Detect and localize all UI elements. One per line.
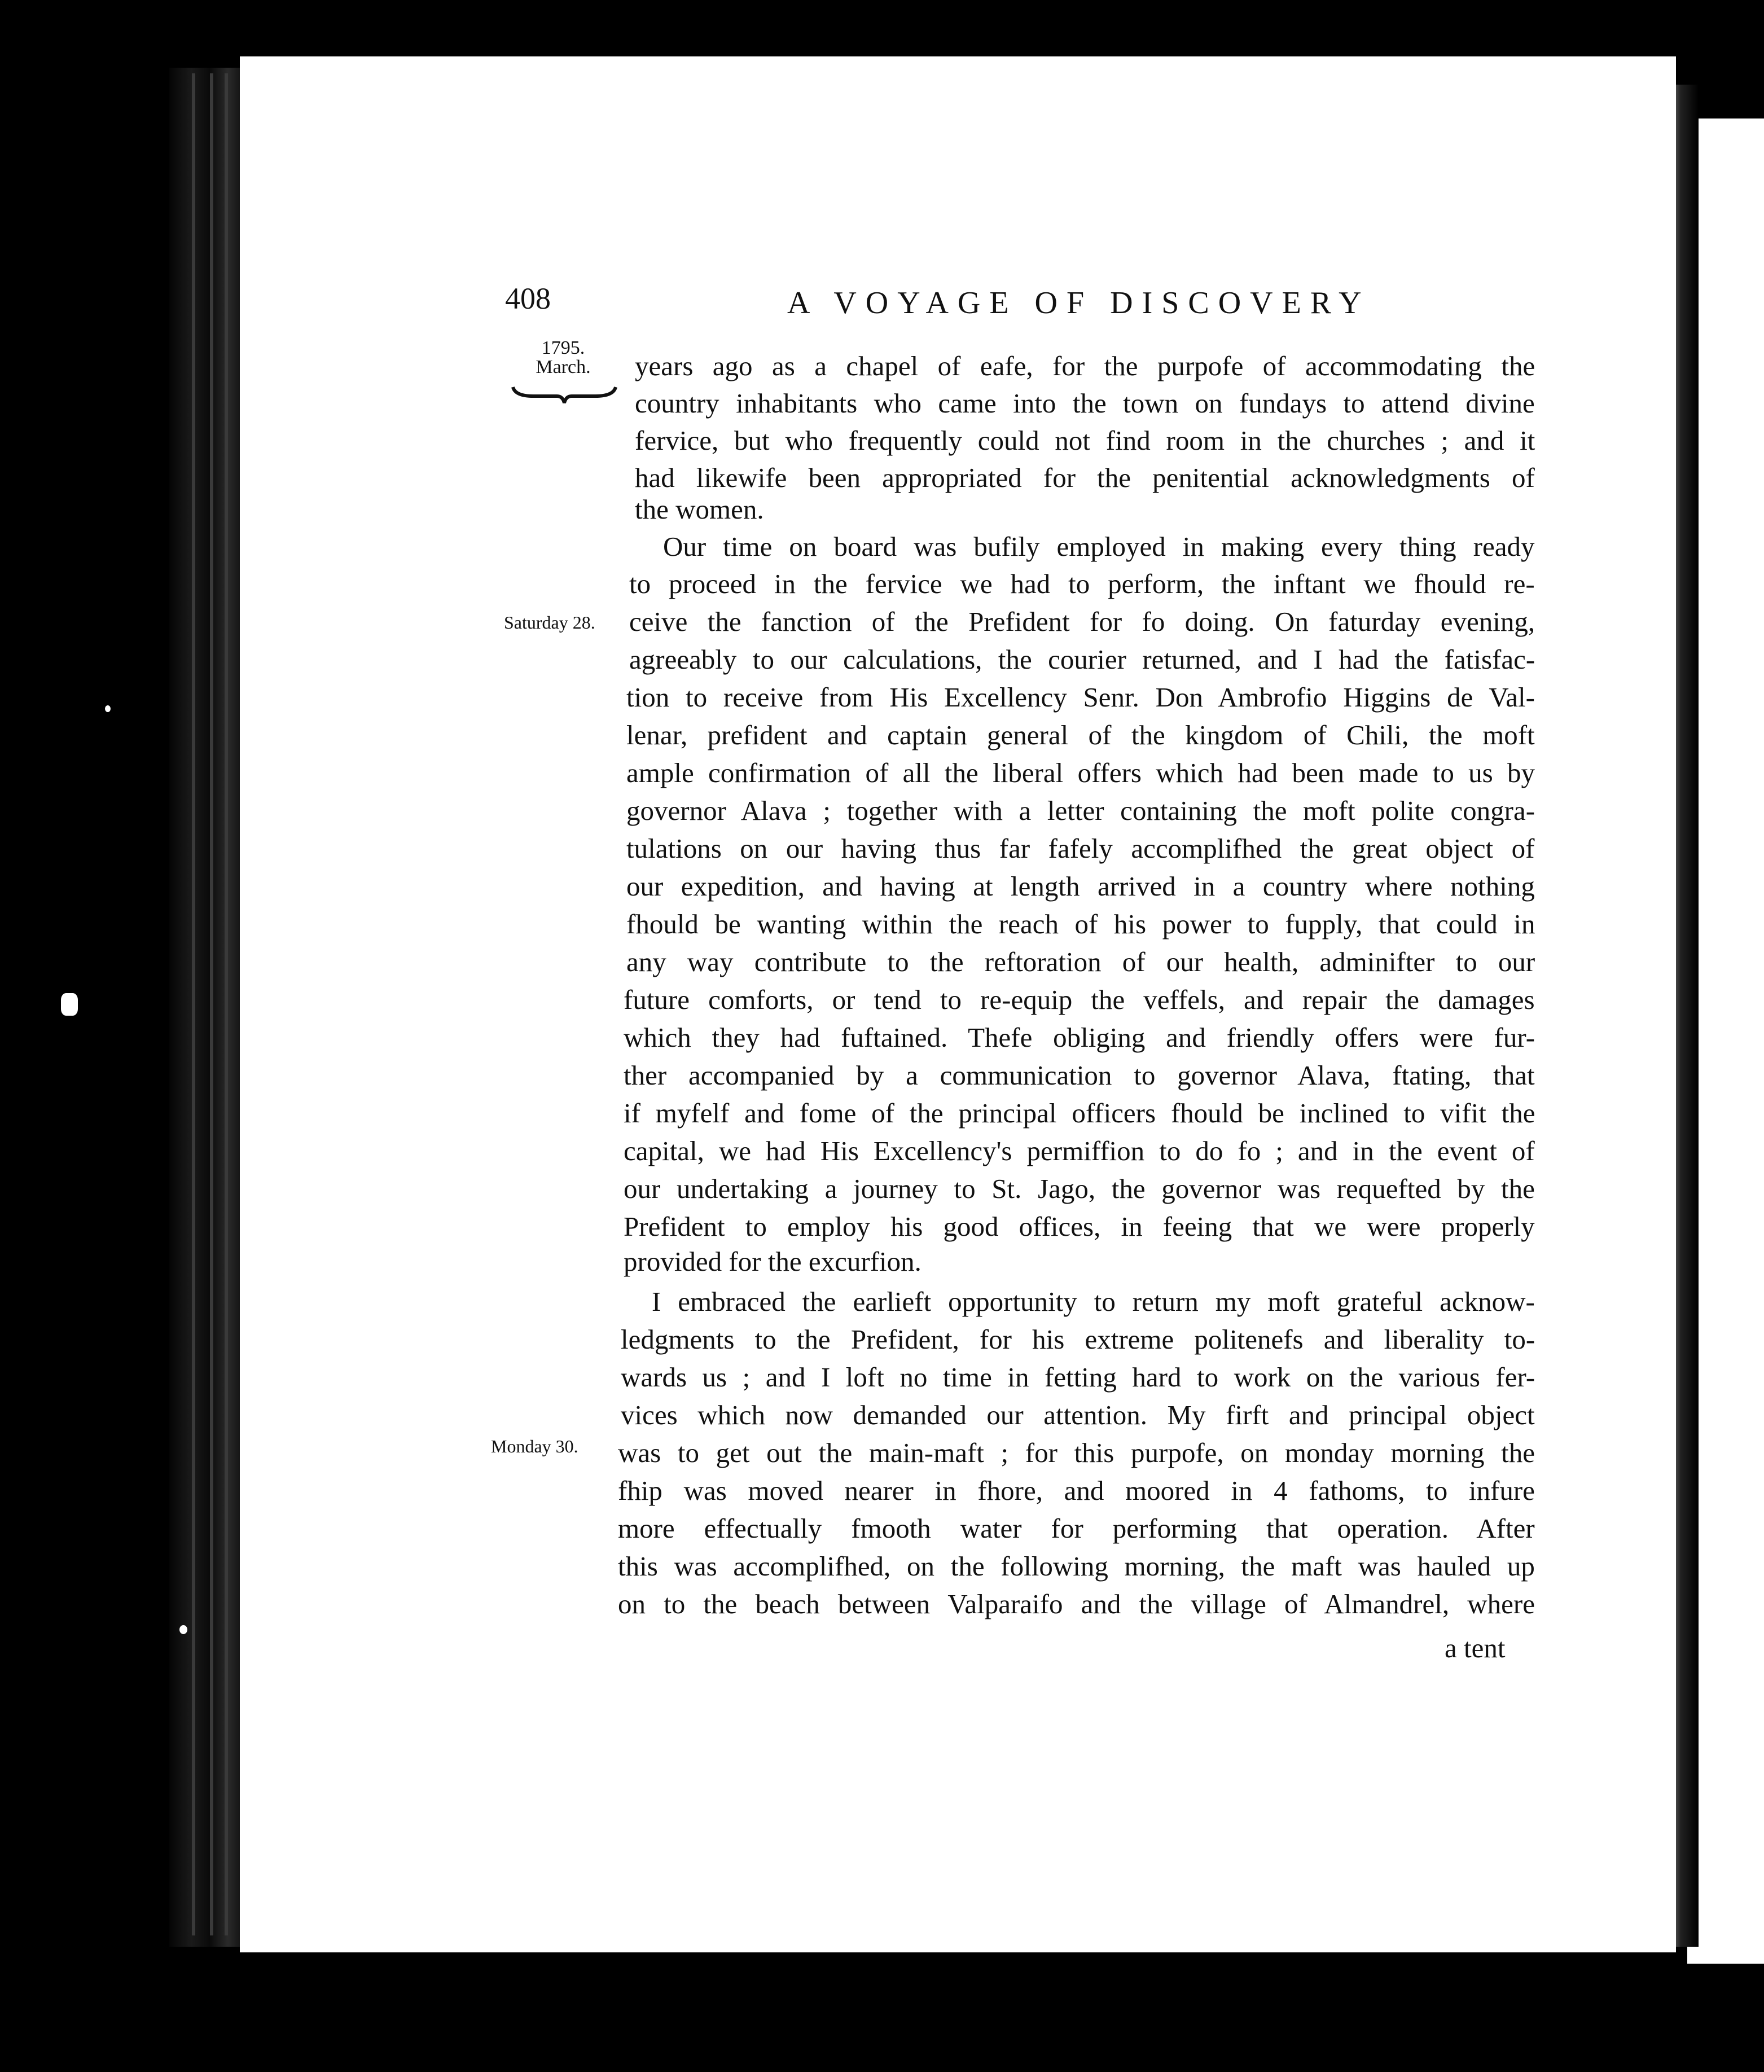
body-line: Prefident to employ his good offices, in feeing that we were properly [624,1211,1535,1242]
body-line: more effectually fmooth water for performing that operation. After [618,1513,1535,1544]
body-line: vices which now demanded our attention. My firft and principal object [621,1399,1535,1430]
body-line: had likewife been appropriated for the penitential acknowledgments of [635,462,1535,493]
scan-speck [105,705,111,712]
body-line: wards us ; and I loft no time in fetting hard to work on the various fer- [621,1362,1535,1393]
book-spine [169,68,243,1947]
body-line: lenar, prefident and captain general of the kingdom of Chili, the moft [626,719,1535,750]
page-number: 408 [505,282,551,315]
running-head: A VOYAGE OF DISCOVERY [787,286,1371,321]
body-line: to proceed in the fervice we had to perform, the inftant we fhould re- [629,568,1535,599]
body-line: fhip was moved nearer in fhore, and moored in 4 fathoms, to infure [618,1475,1535,1506]
curly-brace-icon [511,384,618,406]
body-line: governor Alava ; together with a letter containing the moft polite congra- [626,795,1535,826]
body-line: fervice, but who frequently could not find room in the churches ; and it [635,425,1535,456]
margin-year: 1795. [541,337,585,358]
margin-note-monday: Monday 30. [491,1436,578,1456]
body-line: ledgments to the Prefident, for his extreme politenefs and liberality to- [621,1324,1535,1355]
next-page-edge [1687,118,1764,1964]
margin-date [529,339,597,377]
body-line: ample confirmation of all the liberal offers which had been made to us by [626,757,1535,788]
body-line: on to the beach between Valparaifo and the village of Almandrel, where [618,1588,1535,1619]
body-line: country inhabitants who came into the town on fundays to attend divine [635,388,1535,419]
body-line: our expedition, and having at length arrived in a country where nothing [626,871,1535,902]
catchword: a tent [1445,1632,1506,1663]
body-line: was to get out the main-maft ; for this purpofe, on monday morning the [618,1437,1535,1468]
body-line: I embraced the earlieft opportunity to return my moft grateful acknow- [652,1286,1535,1317]
body-line: fhould be wanting within the reach of his power to fupply, that could in [626,908,1535,940]
body-line: years ago as a chapel of eafe, for the purpofe of accommodating the [635,350,1535,381]
body-line: capital, we had His Excellency's permiffion to do fo ; and in the event of [624,1135,1535,1166]
body-line: agreeably to our calculations, the courier returned, and I had the fatisfac- [629,644,1535,675]
body-line: the women. [635,494,764,525]
body-line: any way contribute to the reftoration of our health, adminifter to our [626,946,1535,977]
body-line: this was accomplifhed, on the following morning, the maft was hauled up [618,1551,1535,1582]
spine-edge-line [225,73,228,1935]
scan-speck [61,993,78,1016]
body-line: provided for the excurfion. [624,1246,922,1277]
spine-edge-line [192,73,195,1935]
margin-note-saturday: Saturday 28. [504,612,595,633]
body-line: tion to receive from His Excellency Senr. Don Ambrofio Higgins de Val- [626,682,1535,713]
body-line: Our time on board was bufily employed in making every thing ready [663,531,1535,562]
body-line: if myfelf and fome of the principal officers fhould be inclined to vifit the [624,1098,1535,1129]
margin-month: March. [536,357,591,377]
spine-edge-line [210,73,213,1935]
scan-speck [179,1625,187,1634]
body-line: which they had fuftained. Thefe obliging and friendly offers were fur- [624,1022,1535,1053]
body-line: ther accompanied by a communication to governor Alava, ftating, that [624,1060,1535,1091]
body-line: future comforts, or tend to re-equip the veffels, and repair the damages [624,984,1535,1015]
body-line: tulations on our having thus far fafely accomplifhed the great object of [626,833,1535,864]
body-line: ceive the fanction of the Prefident for fo doing. On faturday evening, [629,606,1535,637]
body-line: our undertaking a journey to St. Jago, the governor was requefted by the [624,1173,1535,1204]
